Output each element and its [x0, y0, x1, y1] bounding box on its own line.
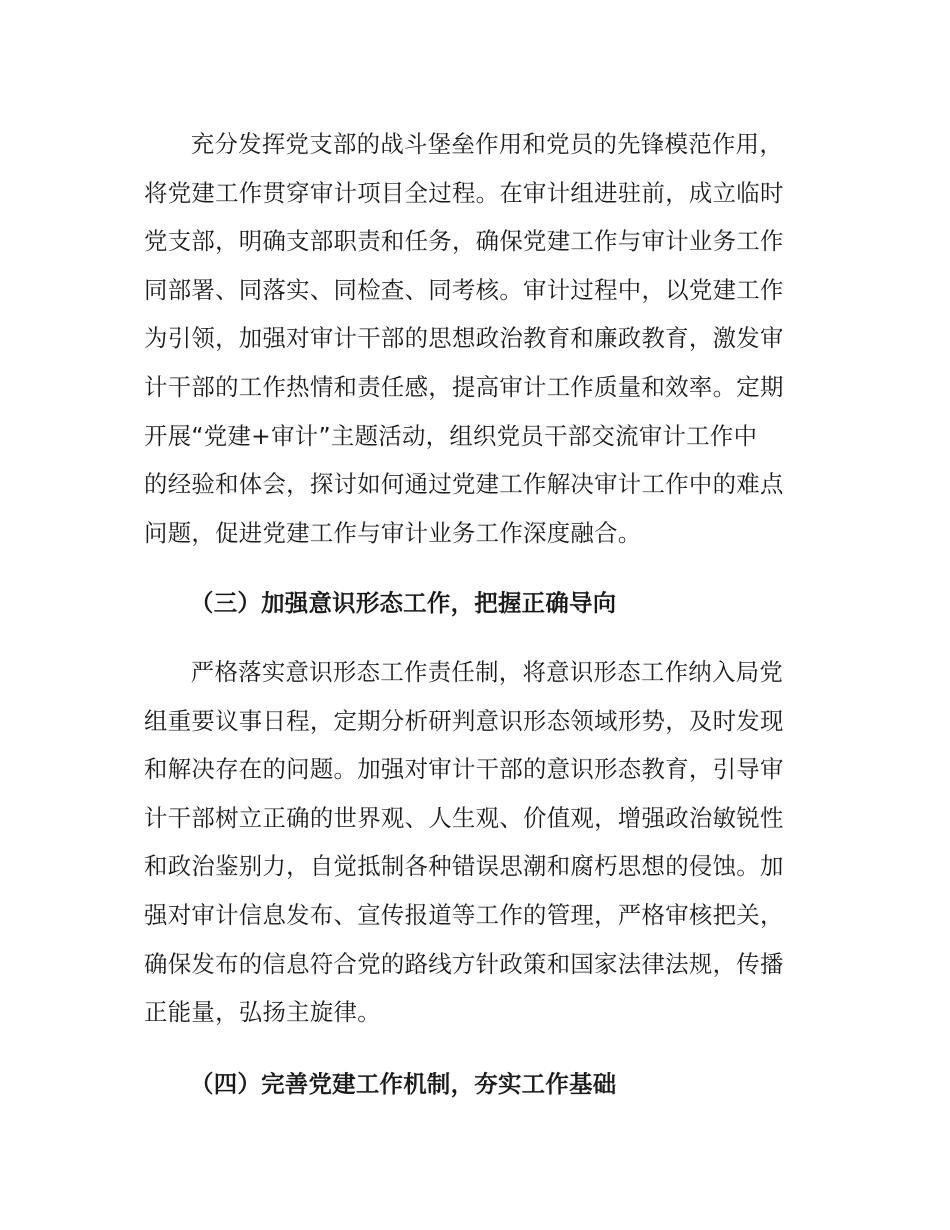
- text-line: 正能量，弘扬主旋律。: [144, 998, 381, 1027]
- text-line: 党支部，明确支部职责和任务，确保党建工作与审计业务工作: [144, 227, 784, 256]
- text-line: 充分发挥党支部的战斗堡垒作用和党员的先锋模范作用，: [190, 130, 784, 158]
- text-line: 和政治鉴别力，自觉抵制各种错误思潮和腐朽思想的侵蚀。加: [144, 852, 784, 881]
- text-line: 组重要议事日程，定期分析研判意识形态领域形势，及时发现: [144, 706, 784, 735]
- text-line: 为引领，加强对审计干部的思想政治教育和廉政教育，激发审: [144, 324, 784, 353]
- paragraph-ideology: [144, 648, 812, 1037]
- text-line: 开展“党建+审计”主题活动，组织党员干部交流审计工作中: [144, 421, 758, 450]
- text-line: 计干部树立正确的世界观、人生观、价值观，增强政治敏锐性: [144, 803, 784, 832]
- text-line: 和解决存在的问题。加强对审计干部的意识形态教育，引导审: [144, 755, 784, 784]
- text-line: 确保发布的信息符合党的路线方针政策和国家法律法规，传播: [144, 949, 784, 978]
- text-line: 将党建工作贯穿审计项目全过程。在审计组进驻前，成立临时: [144, 178, 784, 207]
- section-heading-4: （四）完善党建工作机制，夯实工作基础: [190, 1070, 617, 1098]
- text-line: 的经验和体会，探讨如何通过党建工作解决审计工作中的难点: [144, 470, 784, 499]
- section-heading-3: （三）加强意识形态工作，把握正确导向: [190, 589, 617, 617]
- paragraph-party-branch: [144, 120, 812, 557]
- text-line: 严格落实意识形态工作责任制，将意识形态工作纳入局党: [190, 658, 784, 686]
- text-line: 强对审计信息发布、宣传报道等工作的管理，严格审核把关，: [144, 900, 784, 929]
- text-line: 问题，促进党建工作与审计业务工作深度融合。: [144, 518, 642, 547]
- text-line: 同部署、同落实、同检查、同考核。审计过程中，以党建工作: [144, 275, 784, 304]
- text-line: 计干部的工作热情和责任感，提高审计工作质量和效率。定期: [144, 372, 784, 401]
